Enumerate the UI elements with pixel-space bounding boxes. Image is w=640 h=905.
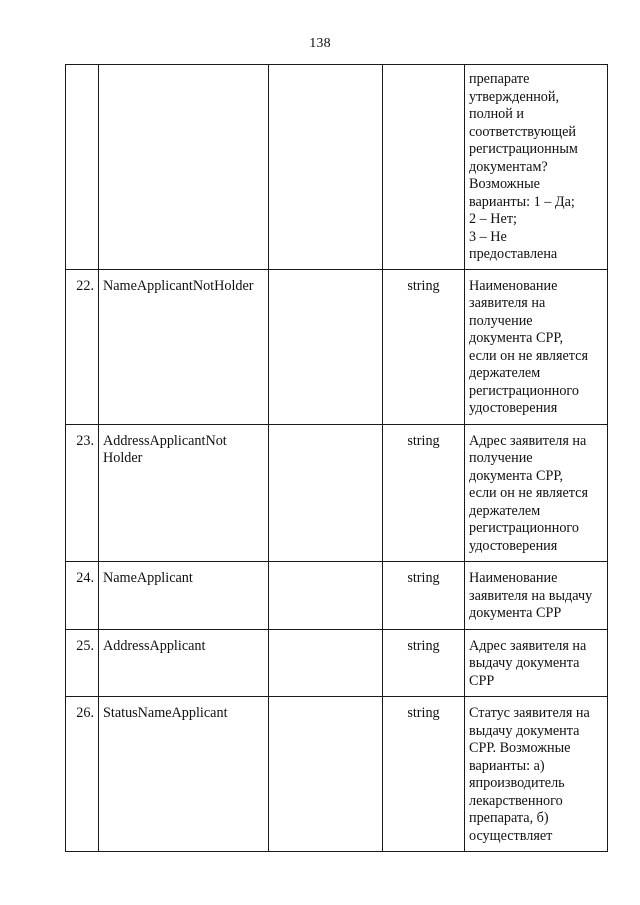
field-name-cell — [99, 629, 269, 697]
description-line: регистрационного — [469, 520, 579, 536]
description-line: япроизводитель — [469, 775, 565, 791]
empty-cell — [269, 424, 383, 562]
field-description-cell — [465, 424, 608, 562]
field-type-cell: string — [383, 562, 465, 630]
description-line: СРР — [469, 672, 495, 689]
row-number-cell — [66, 65, 99, 270]
description-line: если он не является — [469, 485, 588, 501]
field-type-cell: string — [383, 424, 465, 562]
description-line: Наименование — [469, 570, 558, 586]
table-body — [66, 65, 608, 852]
description-line: варианты: а) — [469, 757, 545, 774]
field-name-line: StatusNameApplicant — [103, 705, 228, 721]
table-row — [66, 424, 608, 562]
field-name-cell — [99, 697, 269, 852]
field-name-line: NameApplicantNotHolder — [103, 277, 254, 294]
description-line: если он не является — [469, 347, 588, 364]
page-number: 138 — [309, 36, 331, 51]
description-line: Адрес заявителя на — [469, 432, 587, 449]
description-line: выдачу документа — [469, 722, 580, 739]
field-type-cell: string — [383, 269, 465, 424]
field-description-cell — [465, 269, 608, 424]
empty-cell — [269, 629, 383, 697]
description-line: осуществляет — [469, 827, 553, 844]
field-name-line: AddressApplicant — [103, 637, 206, 654]
field-name-line: Holder — [103, 450, 143, 466]
description-line: заявителя на выдачу — [469, 587, 593, 604]
field-name-cell — [99, 269, 269, 424]
description-line: 2 – Нет; — [469, 211, 517, 227]
field-description-cell — [465, 697, 608, 852]
description-line: препарате — [469, 71, 530, 87]
description-line: регистрационным — [469, 141, 578, 157]
description-line: документа СРР, — [469, 467, 564, 484]
description-line: документа СРР — [469, 605, 562, 621]
empty-cell — [269, 65, 383, 270]
description-line: удостоверения — [469, 537, 558, 554]
field-type-cell: string — [383, 629, 465, 697]
description-line: получение — [469, 312, 533, 329]
field-description-cell — [465, 629, 608, 697]
description-line: держателем — [469, 502, 541, 519]
table-row — [66, 562, 608, 630]
field-name-cell — [99, 424, 269, 562]
table-row — [66, 629, 608, 697]
field-description-cell — [465, 562, 608, 630]
empty-cell — [269, 697, 383, 852]
field-name-cell — [99, 562, 269, 630]
description-line: получение — [469, 450, 533, 466]
field-name-line: NameApplicant — [103, 570, 193, 586]
table-row — [66, 65, 608, 270]
description-line: препарата, б) — [469, 810, 549, 826]
description-line: Возможные — [469, 176, 540, 192]
row-number-cell: 26. — [66, 697, 99, 852]
empty-cell — [269, 269, 383, 424]
empty-cell — [269, 562, 383, 630]
description-line: варианты: 1 – Да; — [469, 193, 575, 210]
description-line: документа СРР, — [469, 330, 564, 346]
description-line: документам? — [469, 158, 548, 175]
description-line: Наименование — [469, 277, 558, 294]
description-line: выдачу документа — [469, 655, 580, 671]
description-line: соответствующей — [469, 123, 577, 140]
description-line: заявителя на — [469, 295, 546, 311]
description-line: Статус заявителя на — [469, 705, 590, 721]
row-number-cell: 24. — [66, 562, 99, 630]
field-type-cell — [383, 65, 465, 270]
table-row — [66, 697, 608, 852]
description-line: лекарственного — [469, 792, 563, 809]
row-number-cell: 25. — [66, 629, 99, 697]
field-name-line: AddressApplicantNot — [103, 432, 227, 449]
description-line: 3 – Не — [469, 228, 507, 245]
row-number-cell: 23. — [66, 424, 99, 562]
description-line: предоставлена — [469, 246, 558, 262]
table-row — [66, 269, 608, 424]
description-line: утвержденной, — [469, 88, 560, 105]
field-description-cell — [465, 65, 608, 270]
field-type-cell: string — [383, 697, 465, 852]
row-number-cell: 22. — [66, 269, 99, 424]
description-line: Адрес заявителя на — [469, 637, 587, 654]
description-line: полной и — [469, 106, 524, 122]
registry-fields-table — [65, 64, 608, 852]
description-line: удостоверения — [469, 400, 558, 416]
description-line: держателем — [469, 365, 541, 381]
description-line: СРР. Возможные — [469, 740, 571, 756]
description-line: регистрационного — [469, 382, 579, 399]
field-name-cell — [99, 65, 269, 270]
